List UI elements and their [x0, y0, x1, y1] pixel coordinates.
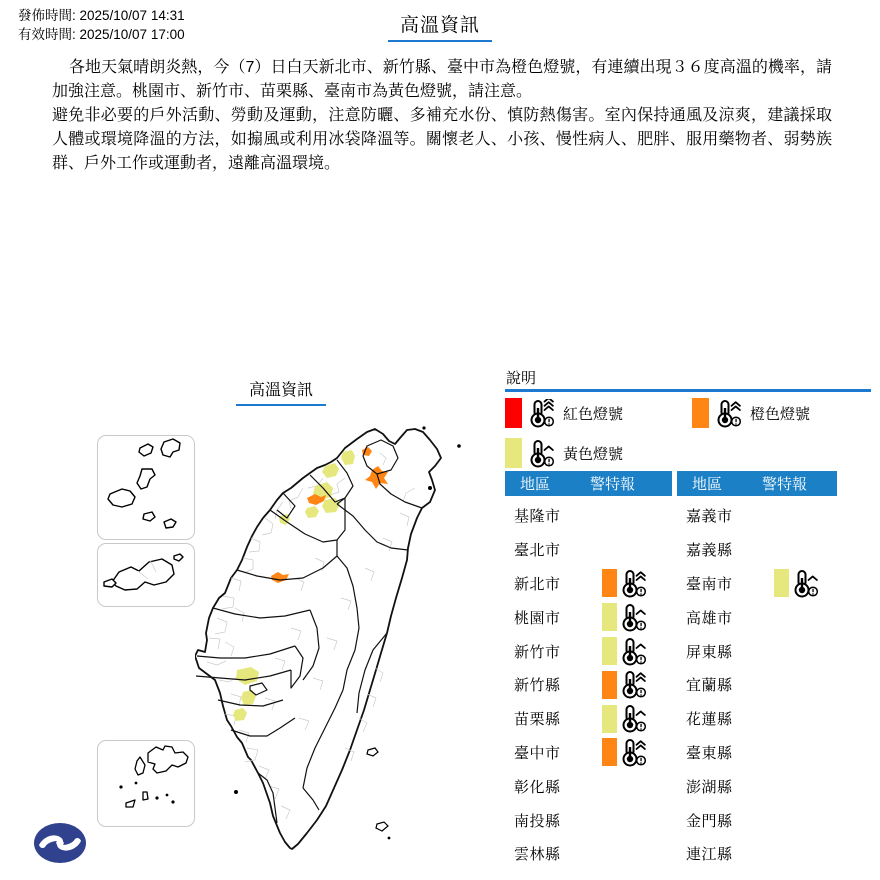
table-row [505, 837, 675, 871]
legend [505, 393, 875, 473]
table-row [677, 702, 847, 736]
warning-color-swatch [602, 705, 617, 733]
table-row [505, 769, 675, 803]
table-row [505, 533, 675, 567]
table-row [677, 769, 847, 803]
thermometer-icon [529, 439, 556, 468]
table-row [677, 803, 847, 837]
table-row [677, 533, 847, 567]
table-row [677, 567, 847, 601]
table-row [505, 803, 675, 837]
region-label: 新竹縣 [514, 677, 561, 695]
thermometer-icon [621, 603, 648, 632]
legend-label: 黃色燈號 [563, 445, 624, 463]
advisory-paragraph-2: 避免非必要的戶外活動、勞動及運動，注意防曬、多補充水份、慎防熱傷害。室內保持通風及涼爽，建議採取人體或環境降溫的方法，如搧風或利用冰袋降溫等。關懷老人、小孩、慢性病人、肥胖、服用藥物者、弱勢族群、戶外工作或運動者，遠離高溫環境。 [52, 107, 832, 172]
issued-time: 發佈時間: 2025/10/07 14:31 [18, 8, 185, 23]
legend-rule [505, 389, 871, 392]
warning-badge [602, 738, 648, 767]
table-row [505, 567, 675, 601]
region-label: 連江縣 [686, 846, 733, 864]
warning-badge [602, 670, 648, 699]
red-color-swatch [505, 398, 522, 428]
table-row [677, 837, 847, 871]
orange-color-swatch [692, 398, 709, 428]
penghu-map [98, 741, 191, 823]
thermometer-icon [621, 637, 648, 666]
region-table-right-rows [677, 499, 847, 871]
region-label: 基隆市 [514, 508, 561, 526]
region-label: 金門縣 [686, 812, 733, 830]
kinmen-map [98, 544, 191, 603]
header-region-label: 地區 [520, 476, 551, 493]
table-row [677, 499, 847, 533]
thermometer-icon [529, 399, 556, 428]
region-label: 雲林縣 [514, 846, 561, 864]
header-warning-label: 警特報 [762, 476, 808, 493]
legend-item-yellow [505, 433, 692, 473]
page-title: 高溫資訊 [388, 10, 492, 42]
table-row [505, 668, 675, 702]
legend-item-red [505, 393, 692, 433]
region-label: 苗栗縣 [514, 711, 561, 729]
region-label: 彰化縣 [514, 778, 561, 796]
legend-heading: 說明 [506, 370, 537, 387]
inset-kinmen-islands [97, 543, 195, 607]
taiwan-map [195, 418, 505, 873]
warning-color-swatch [602, 637, 617, 665]
region-label: 宜蘭縣 [686, 677, 733, 695]
table-row [677, 634, 847, 668]
advisory-paragraph-1: 各地天氣晴朗炎熱，今（7）日白天新北市、新竹縣、臺中市為橙色燈號，有連續出現３６度高溫的機率，請加強注意。桃園市、新竹市、苗栗縣、臺南市為黃色燈號，請注意。 [52, 59, 832, 100]
table-header-right [677, 471, 837, 496]
thermometer-icon [716, 399, 743, 428]
warning-badge [602, 603, 648, 632]
region-label: 高雄市 [686, 609, 733, 627]
region-label: 臺北市 [514, 542, 561, 560]
region-label: 新竹市 [514, 643, 561, 661]
region-label: 嘉義市 [686, 508, 733, 526]
thermometer-icon [621, 569, 648, 598]
warning-color-swatch [774, 569, 789, 597]
region-label: 臺東縣 [686, 744, 733, 762]
table-row [505, 600, 675, 634]
warning-color-swatch [602, 569, 617, 597]
table-row [677, 668, 847, 702]
region-table-left-rows [505, 499, 675, 871]
table-row [505, 702, 675, 736]
advisory-text [52, 56, 832, 176]
thermometer-icon [529, 399, 556, 428]
header-warning-label: 警特報 [590, 476, 636, 493]
table-header-left [505, 471, 672, 496]
region-label: 新北市 [514, 575, 561, 593]
region-label: 屏東縣 [686, 643, 733, 661]
legend-item-orange [692, 393, 875, 433]
legend-label: 紅色燈號 [563, 405, 624, 423]
thermometer-icon [621, 704, 648, 733]
table-row [677, 600, 847, 634]
thermometer-icon [621, 670, 648, 699]
warning-color-swatch [602, 671, 617, 699]
valid-time: 有效時間: 2025/10/07 17:00 [18, 27, 185, 42]
inset-penghu-islands [97, 740, 195, 827]
warning-badge [774, 569, 820, 598]
thermometer-icon [793, 569, 820, 598]
matsu-map [98, 436, 191, 536]
region-label: 南投縣 [514, 812, 561, 830]
region-label: 澎湖縣 [686, 778, 733, 796]
warning-badge [602, 637, 648, 666]
thermometer-icon [716, 399, 743, 428]
table-row [505, 499, 675, 533]
warning-badge [602, 704, 648, 733]
table-row [505, 736, 675, 770]
region-label: 嘉義縣 [686, 542, 733, 560]
header-region-label: 地區 [692, 476, 723, 493]
warning-badge [602, 569, 648, 598]
bulletin-times [18, 6, 185, 44]
region-label: 臺中市 [514, 744, 561, 762]
region-label: 臺南市 [686, 575, 733, 593]
yellow-color-swatch [505, 438, 522, 468]
table-row [505, 634, 675, 668]
cwb-logo [33, 822, 87, 864]
warning-color-swatch [602, 738, 617, 766]
thermometer-icon [529, 439, 556, 468]
region-label: 桃園市 [514, 609, 561, 627]
thermometer-icon [621, 738, 648, 767]
inset-matsu-islands [97, 435, 195, 540]
warning-color-swatch [602, 603, 617, 631]
legend-label: 橙色燈號 [750, 405, 811, 423]
region-label: 花蓮縣 [686, 711, 733, 729]
map-title: 高溫資訊 [236, 377, 326, 406]
table-row [677, 736, 847, 770]
